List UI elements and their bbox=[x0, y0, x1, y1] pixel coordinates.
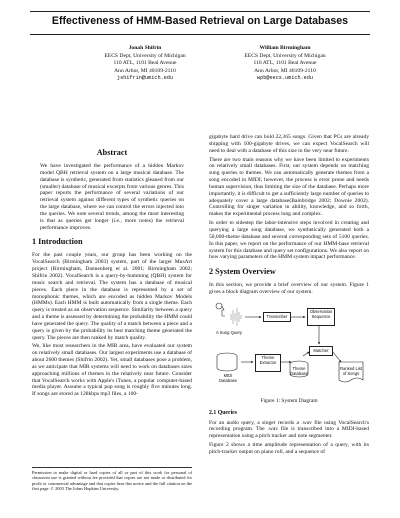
intro-paragraph: We, like most researchers in the MIR area, have evaluated our system on relatively small databases. Our largest experiments use a database of about 2600 themes (Shifrin 2002). Yet, small databases pose a problem, as we anticipate that MIR systems will need to work on databases sizes approaching millions of themes in the relatively near future. Consider that VocalSearch works with Apple's iTunes, a popular computer-based media player. Assume a typical pop song is roughly five minutes long. If songs are stored as 128kbps mp3 files, a 100- bbox=[32, 343, 192, 398]
body-paragraph: For an audio query, a singer records a .wav file using VocalSearch's recording program. The .wav file is transcribed into a MIDI-based representation using a pitch tracker and note segmenter. bbox=[209, 419, 369, 440]
author-address: 110 ATL, 1101 Beal Avenue bbox=[113, 60, 177, 67]
body-paragraph: Figure 2 shows a time amplitude representation of a query, with its pitch-tracker output on piano roll, and a sequence of bbox=[209, 442, 369, 455]
author-email: jshifrin@umich.edu bbox=[116, 75, 174, 82]
author-block-2 bbox=[205, 45, 365, 83]
observation-box: Observation Sequence bbox=[307, 308, 335, 326]
author-name: William Birmingham bbox=[259, 45, 311, 51]
body-paragraph: gigabyte hard drive can hold 22,365 songs. Given that PCs are already shipping with 100-gigabyte drives, we can expect VocalSearch will need to deal with a database of this size in the very near future. bbox=[209, 134, 369, 154]
title-rule-bottom bbox=[30, 34, 370, 35]
matcher-box: Matcher bbox=[309, 346, 333, 356]
figure-caption: Figure 1: System Diagram bbox=[260, 397, 318, 404]
theme-database-label: Theme Database bbox=[290, 365, 308, 376]
paper-title: Effectiveness of HMM-Based Retrieval on Large Databases bbox=[51, 15, 349, 27]
intro-paragraph: For the past couple years, our group has been working on the VocalSearch (Birmingham 2003) system, part of the larger MusArt project (Birmingham, Dannenberg et al. 2001; Birmingham 2002; Shifrin 2002). VocalSearch is a query-by-humming (QBH) system for music search and retrieval. The system has a database of musical pieces. Each piece in the database is represented by a set of monophonic themes, which are encoded as hidden Markov Models (HMMs). Each HMM is built automatically from a single theme. Each query is treated as an observation sequence. Similarity between a query and a theme is assessed by determining the probability the HMM could have generated the query. The quality of a match between a piece and a query is given by the probability its best matching theme generated the query. The pieces are then ranked by match quality. bbox=[32, 252, 192, 341]
author-address: 110 ATL, 1101 Beal Avenue bbox=[253, 60, 317, 67]
system-overview-heading: 2 System Overview bbox=[209, 267, 276, 277]
author-city: Ann Arbor, MI 48109-2110 bbox=[254, 67, 316, 74]
right-column bbox=[209, 134, 369, 458]
author-city: Ann Arbor, MI 48109-2110 bbox=[114, 67, 176, 74]
author-affiliation: EECS Dept, University of Michigan bbox=[244, 52, 326, 59]
left-column bbox=[32, 148, 192, 400]
author-affiliation: EECS Dept, University of Michigan bbox=[104, 52, 186, 59]
title-rule-top bbox=[30, 11, 370, 12]
midi-database-label: MIDI Database bbox=[219, 372, 237, 383]
ranked-list-label: Ranked List of Songs bbox=[339, 365, 363, 376]
transcriber-box: Transcriber bbox=[263, 312, 291, 322]
abstract-heading: Abstract bbox=[96, 148, 128, 157]
body-paragraph: There are two main reasons why we have been limited to experiments on relatively small databases. First, our system depends on matching sung queries to themes. We can automatically generate themes from a song encoded in MIDI; however, the process is error prone and needs human supervision, thus limiting the size of the database. Perhaps more importantly, it is difficult to get a sufficiently large number of queries to adequately cover a large database(Bainbridge 2002; Downie 2002). Controlling for singer variation in ability, knowledge, and so forth, makes the experimental process long and complex. bbox=[209, 156, 369, 218]
abstract-text: We have investigated the performance of a hidden Markov model QBH retrieval system on a large musical database. The database is synthetic, generated from statistics gleaned from our (smaller) database of musical excerpts from various genres. This paper reports the performance of several variations of our retrieval system against different types of synthetic queries on the large database, where we can control the errors injected into the queries. We note several trends, among the most interesting is that as queries get longer (i.e., more notes) the retrieval performance improves. bbox=[40, 163, 184, 231]
intro-heading: 1 Introduction bbox=[32, 237, 83, 247]
body-paragraph: In this section, we provide a brief overview of our system. Figure 1 gives a block diagram overview of our system. bbox=[209, 282, 369, 296]
copyright-footnote: Permission to make digital or hard copies of all or part of this work for personal of classroom use is granted without fee provided that copies are not made or distributed for profit or commercial advantage and that copies bear this notice and the full citation on the first page. © 2003 The Johns Hopkins University. bbox=[32, 467, 192, 492]
theme-extractor-box: Theme Extractor bbox=[255, 354, 281, 372]
system-diagram bbox=[209, 300, 369, 396]
body-paragraph: In order to sidestep the labor-intensive steps involved in creating and querying a large song database, we synthetically generated both a 50,000-theme database and several corresponding sets of 5100 queries. In this paper, we report on the performance of our HMM-base retrieval system for this database and query set configurations. We also report on how varying parameters of the HMM system impact performance. bbox=[209, 220, 369, 261]
sung-query-label: A Sung Query bbox=[215, 329, 243, 335]
author-name: Jonah Shifrin bbox=[128, 45, 162, 51]
queries-subheading: 2.1 Queries bbox=[209, 409, 238, 416]
author-email: wpb@eecs.umich.edu bbox=[256, 75, 314, 82]
author-block-1 bbox=[65, 45, 225, 83]
